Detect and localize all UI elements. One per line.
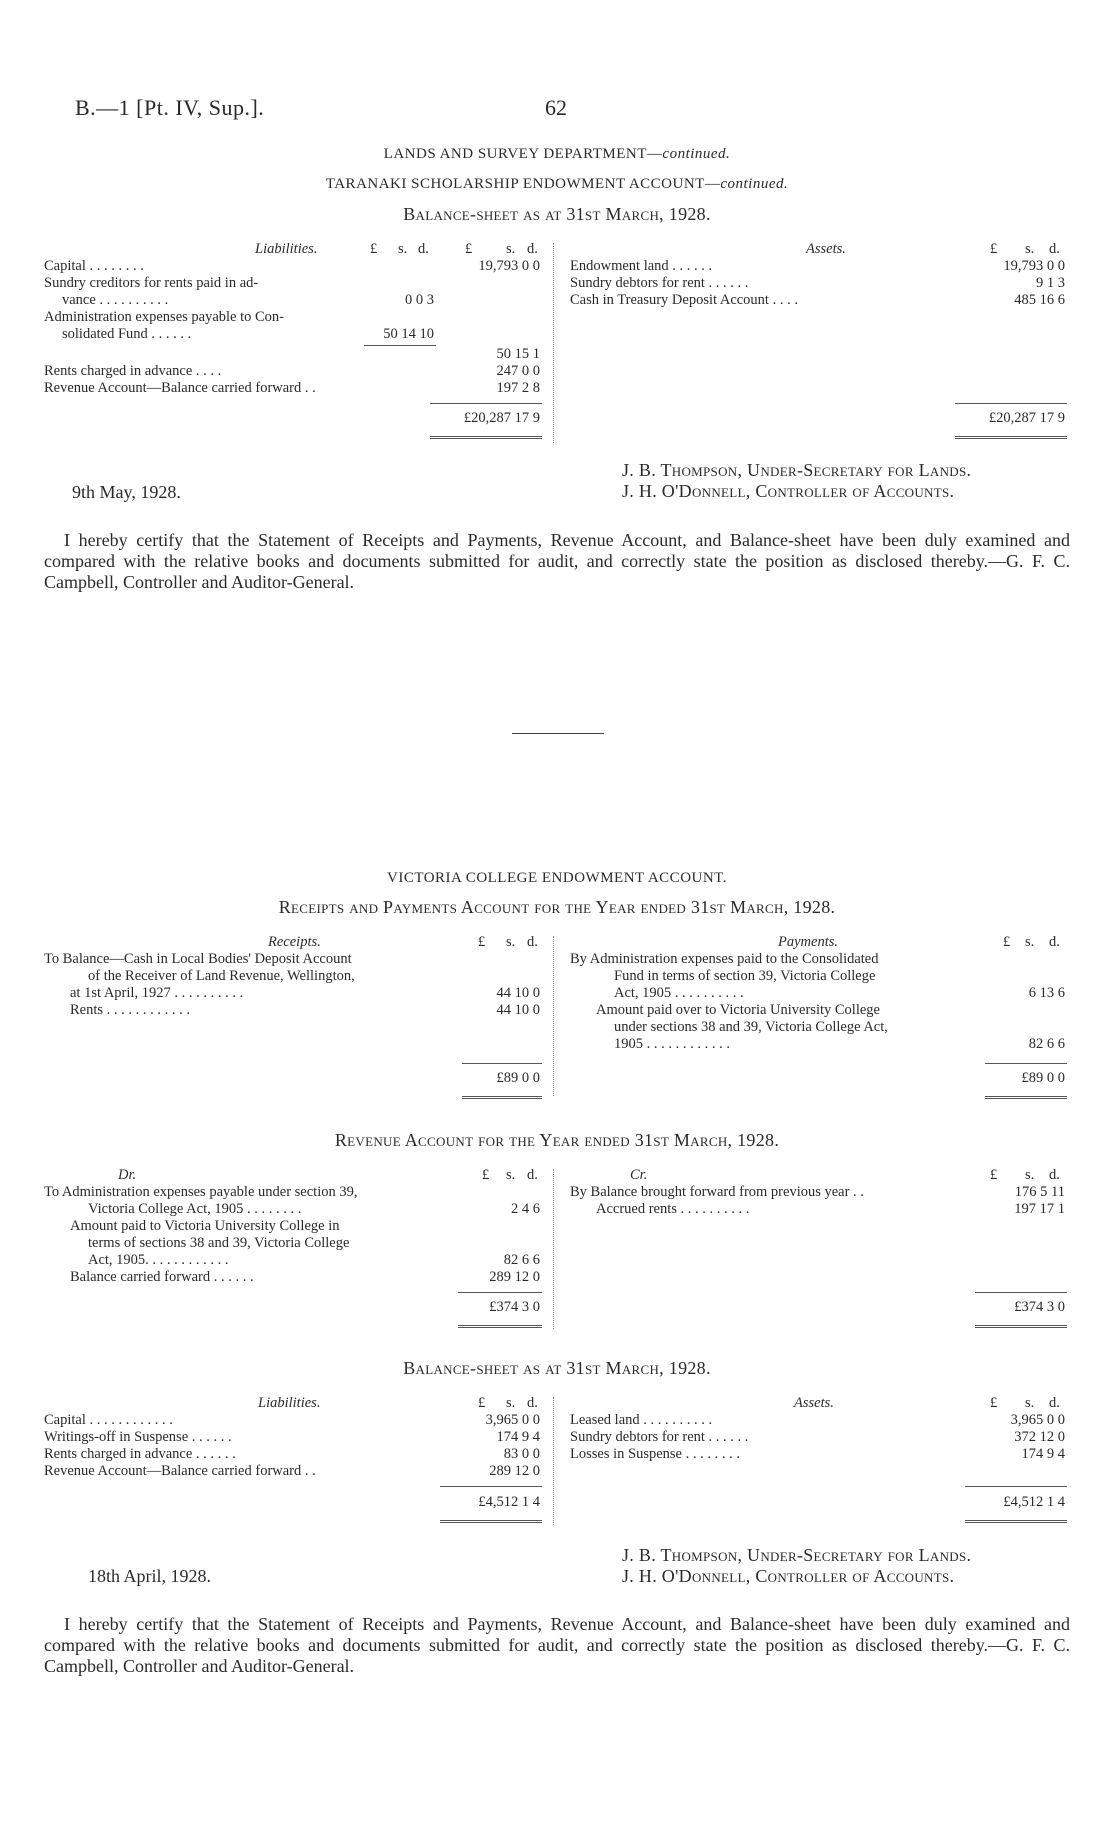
vc-capital-value: 3,965 0 0 (485, 1412, 540, 1428)
payments-admin-value: 6 13 6 (1028, 985, 1065, 1001)
payments-admin-label: Act, 1905 . . . . . . . . . . (614, 985, 744, 1001)
dr-admin-label: To Administration expenses payable under section 39, (44, 1184, 358, 1200)
endowment-land-value: 19,793 0 0 (1003, 258, 1065, 274)
sundry-creditors-value: 0 0 3 (405, 292, 434, 308)
col-shilling: s. (398, 241, 408, 257)
sundry-creditors-label: Sundry creditors for rents paid in ad- (44, 275, 259, 291)
signature-under-secretary: J. B. Thompson, Under-Secretary for Lands. (622, 1545, 972, 1565)
col-shilling: s. (506, 934, 516, 950)
admin-expenses-value: 50 14 10 (383, 326, 434, 342)
cr-balance-value: 176 5 11 (1014, 1184, 1065, 1200)
sundry-debtors-value: 9 1 3 (1036, 275, 1065, 291)
cr-total: £374 3 0 (1014, 1299, 1065, 1315)
col-pound: £ (990, 1395, 998, 1411)
cash-treasury-label: Cash in Treasury Deposit Account . . . . (570, 292, 798, 308)
col-pound: £ (465, 241, 473, 257)
col-pound: £ (1003, 934, 1011, 950)
cr-accrued-value: 197 17 1 (1014, 1201, 1065, 1217)
col-pence: d. (527, 241, 538, 257)
taranaki-certification: I hereby certify that the Statement of Receipts and Payments, Revenue Account, and Balance-sheet have been duly examined and compared with the relative books and documents submitted for audit, and correctly state the position as disclosed thereby.—G. F. C. Campbell, Controller and Auditor-General. (44, 530, 1070, 592)
dr-amount-label: terms of sections 38 and 39, Victoria College (88, 1235, 350, 1251)
dr-heading: Dr. (118, 1167, 137, 1183)
dr-balance-label: Balance carried forward . . . . . . (70, 1269, 254, 1285)
vc-rents-advance-label: Rents charged in advance . . . . . . (44, 1446, 236, 1462)
assets-total: £20,287 17 9 (988, 410, 1065, 426)
receipts-total: £89 0 0 (496, 1070, 540, 1086)
victoria-revenue-title: Revenue Account for the Year ended 31st March, 1928. (334, 1130, 780, 1150)
victoria-balance-title: Balance-sheet as at 31st March, 1928. (403, 1358, 711, 1378)
taranaki-title: TARANAKI SCHOLARSHIP ENDOWMENT ACCOUNT—continued. (325, 176, 789, 192)
dr-balance-value: 289 12 0 (489, 1269, 540, 1285)
payments-total: £89 0 0 (1021, 1070, 1065, 1086)
vc-writings-off-label: Writings-off in Suspense . . . . . . (44, 1429, 232, 1445)
col-pence: d. (1049, 934, 1060, 950)
vc-losses-label: Losses in Suspense . . . . . . . . (570, 1446, 740, 1462)
receipts-rents-label: Rents . . . . . . . . . . . . (70, 1002, 191, 1018)
admin-expenses-label: solidated Fund . . . . . . (62, 326, 192, 342)
vc-revenue-account-value: 289 12 0 (489, 1463, 540, 1479)
vc-revenue-account-label: Revenue Account—Balance carried forward . . (44, 1463, 316, 1479)
receipts-balance-label: of the Receiver of Land Revenue, Wellington, (88, 968, 355, 984)
endowment-land-label: Endowment land . . . . . . (570, 258, 713, 274)
col-pound: £ (478, 934, 486, 950)
payments-admin-label: By Administration expenses paid to the Consolidated (570, 951, 879, 967)
section-divider (512, 733, 604, 734)
vc-rents-advance-value: 83 0 0 (503, 1446, 540, 1462)
cr-balance-label: By Balance brought forward from previous year . . (570, 1184, 864, 1200)
rents-advance-value: 247 0 0 (496, 363, 540, 379)
page-reference: B.—1 [Pt. IV, Sup.]. (75, 95, 265, 120)
vc-leased-land-value: 3,965 0 0 (1010, 1412, 1065, 1428)
dr-admin-value: 2 4 6 (511, 1201, 540, 1217)
col-pence: d. (1049, 1395, 1060, 1411)
victoria-rp-title: Receipts and Payments Account for the Year ended 31st March, 1928. (278, 897, 836, 917)
col-pound: £ (478, 1395, 486, 1411)
taranaki-date: 9th May, 1928. (72, 482, 181, 502)
payments-amount-value: 82 6 6 (1028, 1036, 1065, 1052)
assets-heading: Assets. (806, 241, 846, 257)
subtotal-value: 50 15 1 (496, 346, 540, 362)
receipts-rents-value: 44 10 0 (496, 1002, 540, 1018)
victoria-certification: I hereby certify that the Statement of Receipts and Payments, Revenue Account, and Balance-sheet have been duly examined and compared with the relative books and documents submitted for audit, and correctly state the position as disclosed thereby.—G. F. C. Campbell, Controller and Auditor-General. (44, 1614, 1070, 1676)
signature-controller: J. H. O'Donnell, Controller of Accounts. (622, 481, 955, 501)
vc-sundry-debtors-value: 372 12 0 (1014, 1429, 1065, 1445)
payments-admin-label: Fund in terms of section 39, Victoria College (614, 968, 876, 984)
receipts-heading: Receipts. (268, 934, 321, 950)
col-shilling: s. (506, 1167, 516, 1183)
col-pound: £ (482, 1167, 490, 1183)
col-pound: £ (990, 241, 998, 257)
department-title: LANDS AND SURVEY DEPARTMENT—continued. (383, 146, 731, 162)
cr-accrued-label: Accrued rents . . . . . . . . . . (596, 1201, 750, 1217)
admin-expenses-label: Administration expenses payable to Con- (44, 309, 285, 325)
revenue-account-label: Revenue Account—Balance carried forward . . (44, 380, 316, 396)
sundry-creditors-label: vance . . . . . . . . . . (62, 292, 169, 308)
dr-amount-label: Amount paid to Victoria University College in (70, 1218, 340, 1234)
dr-total: £374 3 0 (489, 1299, 540, 1315)
liabilities-heading: Liabilities. (258, 1395, 321, 1411)
col-pence: d. (527, 934, 538, 950)
payments-amount-label: 1905 . . . . . . . . . . . . (614, 1036, 730, 1052)
col-pound: £ (990, 1167, 998, 1183)
dr-amount-value: 82 6 6 (503, 1252, 540, 1268)
cash-treasury-value: 485 16 6 (1014, 292, 1065, 308)
receipts-balance-label: To Balance—Cash in Local Bodies' Deposit Account (44, 951, 352, 967)
page-number: 62 (545, 95, 567, 120)
col-pence: d. (527, 1395, 538, 1411)
payments-amount-label: Amount paid over to Victoria University College (596, 1002, 880, 1018)
receipts-balance-label: at 1st April, 1927 . . . . . . . . . . (70, 985, 244, 1001)
cr-heading: Cr. (630, 1167, 648, 1183)
signature-controller: J. H. O'Donnell, Controller of Accounts. (622, 1566, 955, 1586)
capital-label: Capital . . . . . . . . (44, 258, 144, 274)
liabilities-total: £20,287 17 9 (463, 410, 540, 426)
vc-liabilities-total: £4,512 1 4 (478, 1494, 540, 1510)
receipts-balance-value: 44 10 0 (496, 985, 540, 1001)
revenue-account-value: 197 2 8 (496, 380, 540, 396)
vc-losses-value: 174 9 4 (1021, 1446, 1065, 1462)
vc-sundry-debtors-label: Sundry debtors for rent . . . . . . (570, 1429, 749, 1445)
col-pound: £ (370, 241, 378, 257)
payments-heading: Payments. (778, 934, 838, 950)
sundry-debtors-label: Sundry debtors for rent . . . . . . (570, 275, 749, 291)
victoria-date: 18th April, 1928. (88, 1566, 212, 1586)
dr-amount-label: Act, 1905. . . . . . . . . . . . (88, 1252, 229, 1268)
col-shilling: s. (506, 241, 516, 257)
vc-leased-land-label: Leased land . . . . . . . . . . (570, 1412, 713, 1428)
vc-writings-off-value: 174 9 4 (496, 1429, 540, 1445)
payments-amount-label: under sections 38 and 39, Victoria College Act, (614, 1019, 888, 1035)
signature-under-secretary: J. B. Thompson, Under-Secretary for Lands. (622, 460, 972, 480)
rents-advance-label: Rents charged in advance . . . . (44, 363, 222, 379)
col-shilling: s. (1025, 1395, 1035, 1411)
col-pence: d. (1049, 1167, 1060, 1183)
vc-assets-total: £4,512 1 4 (1003, 1494, 1065, 1510)
col-shilling: s. (1025, 241, 1035, 257)
assets-heading: Assets. (794, 1395, 834, 1411)
col-pence: d. (527, 1167, 538, 1183)
col-shilling: s. (1025, 934, 1035, 950)
capital-value: 19,793 0 0 (478, 258, 540, 274)
col-pence: d. (418, 241, 429, 257)
victoria-title: VICTORIA COLLEGE ENDOWMENT ACCOUNT. (387, 870, 727, 886)
col-shilling: s. (1025, 1167, 1035, 1183)
col-shilling: s. (506, 1395, 516, 1411)
taranaki-balance-title: Balance-sheet as at 31st March, 1928. (403, 204, 711, 224)
vc-capital-label: Capital . . . . . . . . . . . . (44, 1412, 173, 1428)
liabilities-heading: Liabilities. (255, 241, 318, 257)
dr-admin-label: Victoria College Act, 1905 . . . . . . . . (88, 1201, 302, 1217)
col-pence: d. (1049, 241, 1060, 257)
